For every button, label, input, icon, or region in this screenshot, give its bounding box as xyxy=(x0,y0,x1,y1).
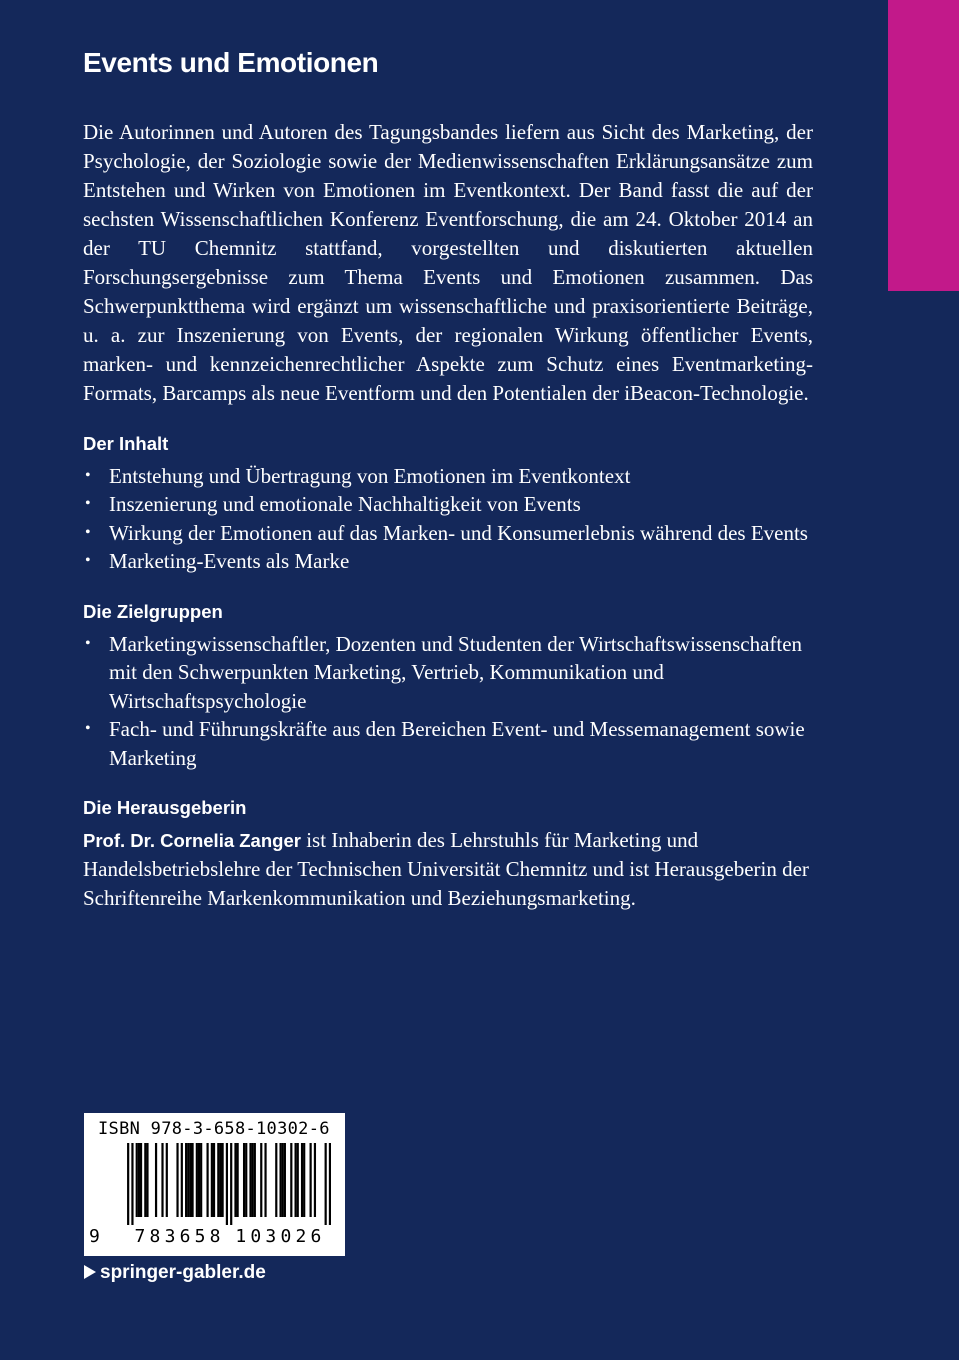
list-item xyxy=(83,547,813,576)
barcode-bar xyxy=(217,1143,219,1217)
isbn-label: ISBN 978-3-658-10302-6 xyxy=(98,1119,330,1139)
barcode-digit: 0 xyxy=(250,1226,262,1247)
barcode-bar xyxy=(275,1143,277,1217)
barcode-bar xyxy=(181,1143,183,1217)
barcode-bar xyxy=(191,1143,193,1217)
bullet-icon: • xyxy=(85,466,91,484)
barcode-digit: 8 xyxy=(209,1226,221,1247)
barcode-bar xyxy=(243,1143,245,1217)
bullet-icon: • xyxy=(85,634,91,652)
barcode-bar xyxy=(185,1143,187,1217)
list-item-text: Entstehung und Übertragung von Emotionen im Eventkontext xyxy=(109,463,631,488)
editor-name: Prof. Dr. Cornelia Zanger xyxy=(83,830,301,852)
audience-list xyxy=(83,630,813,773)
barcode-digit: 1 xyxy=(235,1226,247,1247)
list-item xyxy=(83,630,813,716)
barcode-digit: 7 xyxy=(134,1226,146,1247)
intro-paragraph: Die Autorinnen und Autoren des Tagungsbandes liefern aus Sicht des Marketing, der Psychologie, der Soziologie sowie der Medienwissenschaften Erklärungsansätze zum Entstehen und Wirken von Emotionen im Eventkontext. Der Band fasst die auf der sechsten Wissenschaftlichen Konferenz Eventforschung, die am 24. Oktober 2014 an der TU Chemnitz stattfand, vorgestellten und diskutierten aktuellen Forschungsergebnisse zum Thema Events und Emotionen zusammen. Das Schwerpunktthema wird ergänzt um wissenschaftliche und praxisorientierte Beiträge, u. a. zur Inszenierung von Events, der regionalen Wirkung öffentlicher Events, marken- und kennzeichenrechtlicher Aspekte zum Schutz eines Eventmarketing-Formats, Barcamps als neue Eventform und den Potentialen der iBeacon-Technologie. xyxy=(83,119,813,405)
barcode-bar xyxy=(264,1143,266,1217)
barcode-digit: 5 xyxy=(194,1226,206,1247)
barcode-bar xyxy=(176,1143,178,1217)
barcode-bar xyxy=(254,1143,256,1217)
triangle-right-icon xyxy=(84,1265,96,1279)
barcode-bar xyxy=(206,1143,208,1217)
publisher-link[interactable] xyxy=(84,1262,266,1284)
barcode-bar xyxy=(314,1143,316,1217)
barcode-bar xyxy=(303,1143,305,1217)
barcode-bar xyxy=(198,1143,200,1217)
barcode-bar xyxy=(234,1143,236,1217)
barcode-bar xyxy=(279,1143,281,1217)
barcode-digit: 3 xyxy=(164,1226,176,1247)
barcode-bar xyxy=(213,1143,215,1217)
barcode-digit: 9 xyxy=(89,1226,100,1247)
contents-list xyxy=(83,462,813,576)
editor-heading: Die Herausgeberin xyxy=(83,797,247,819)
barcode-bar xyxy=(226,1143,228,1225)
contents-heading: Der Inhalt xyxy=(83,432,169,454)
barcode-bar xyxy=(329,1143,331,1225)
barcode-bar xyxy=(290,1143,292,1217)
list-item-text: Marketing-Events als Marke xyxy=(109,549,350,574)
barcode-bar xyxy=(301,1143,303,1217)
barcode-bar xyxy=(138,1143,140,1217)
list-item xyxy=(83,519,813,548)
list-item-text: Marketingwissenschaftler, Dozenten und Studenten der Wirtschaftswissenschaften mit den Schwerpunkten Marketing, Vertrieb, Kommunikation und Wirtschaftspsychologie xyxy=(109,631,803,713)
barcode-bar xyxy=(245,1143,247,1217)
barcode-bar xyxy=(127,1143,129,1225)
barcode-bar xyxy=(282,1143,284,1217)
barcode-bar xyxy=(237,1143,239,1217)
barcode-bar xyxy=(200,1143,202,1217)
bullet-icon: • xyxy=(85,720,91,738)
editor-bio-text: ist Inhaberin des Lehrstuhls für Marketing und Handelsbetriebslehre der Technischen Universität Chemnitz und ist Herausgeberin der Schriftenreihe Markenkommunikation und Beziehungsmarketing. xyxy=(83,828,809,911)
list-item xyxy=(83,715,813,772)
list-item-text: Inszenierung und emotionale Nachhaltigkeit von Events xyxy=(109,492,581,517)
barcode-digit: 8 xyxy=(149,1226,161,1247)
barcode-bar xyxy=(166,1143,168,1217)
list-item-text: Wirkung der Emotionen auf das Marken- und Konsumerlebnis während des Events xyxy=(109,520,808,545)
barcode-bar xyxy=(284,1143,286,1217)
barcode-bar xyxy=(219,1143,221,1217)
bullet-icon: • xyxy=(85,495,91,513)
barcode-bar xyxy=(155,1143,157,1217)
barcode-bar xyxy=(222,1143,224,1217)
barcode-digit: 3 xyxy=(265,1226,277,1247)
barcode-bar xyxy=(189,1143,191,1217)
barcode-bar xyxy=(310,1143,312,1217)
barcode-bar xyxy=(252,1143,254,1217)
accent-bar xyxy=(888,0,959,291)
barcode-digit: 2 xyxy=(295,1226,307,1247)
barcode-bar xyxy=(146,1143,148,1217)
editor-bio xyxy=(83,826,813,913)
barcode-bar xyxy=(297,1143,299,1217)
barcode-bar xyxy=(249,1143,251,1217)
bullet-icon: • xyxy=(85,523,91,541)
barcode-bar xyxy=(140,1143,142,1217)
barcode-bar xyxy=(211,1143,213,1217)
back-cover-content xyxy=(83,40,813,913)
barcode-bar xyxy=(136,1143,138,1217)
barcode-bar xyxy=(295,1143,297,1217)
list-item-text: Fach- und Führungskräfte aus den Bereichen Event- und Messemanagement sowie Marketing xyxy=(109,717,805,770)
barcode-bar xyxy=(325,1143,327,1225)
barcode-bar xyxy=(187,1143,189,1217)
barcode-bar xyxy=(144,1143,146,1217)
list-item xyxy=(83,490,813,519)
barcode-bar xyxy=(161,1143,163,1217)
audience-heading: Die Zielgruppen xyxy=(83,600,223,622)
bullet-icon: • xyxy=(85,552,91,570)
barcode-digit: 6 xyxy=(310,1226,322,1247)
list-item xyxy=(83,462,813,491)
barcode-bar xyxy=(230,1143,232,1225)
isbn-barcode xyxy=(84,1113,345,1256)
book-title: Events und Emotionen xyxy=(83,47,379,78)
barcode-digit: 0 xyxy=(280,1226,292,1247)
barcode-bar xyxy=(196,1143,198,1217)
barcode-bar xyxy=(260,1143,262,1217)
barcode-icon xyxy=(97,1143,331,1225)
barcode-bar xyxy=(131,1143,133,1225)
publisher-url: springer-gabler.de xyxy=(100,1262,266,1283)
barcode-digit: 6 xyxy=(179,1226,191,1247)
